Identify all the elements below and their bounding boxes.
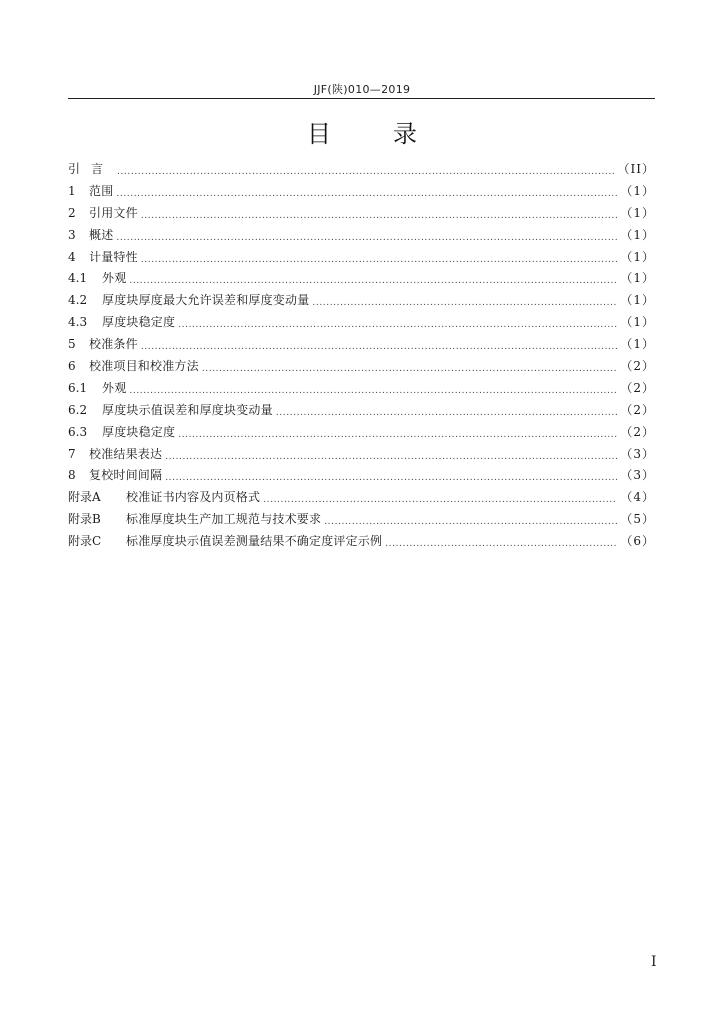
toc-entry[interactable] (68, 290, 655, 312)
dot-leader (385, 538, 617, 550)
header-rule (68, 98, 655, 99)
toc-entry-page: （2） (620, 359, 655, 374)
toc-entry-title: 引言 (68, 162, 115, 176)
toc-entry-title: 复校时间间隔 (89, 468, 163, 483)
dot-leader (276, 407, 618, 419)
toc-entry-number: 4.2 (68, 293, 88, 308)
toc-entry[interactable] (68, 334, 655, 356)
toc-entry-number: 2 (68, 205, 76, 220)
dot-leader (324, 516, 617, 528)
dot-leader (141, 254, 618, 266)
toc-entry-title: 范围 (89, 183, 114, 198)
toc-entry-number: 6.2 (68, 402, 88, 417)
toc-entry-number: 6.1 (68, 380, 88, 395)
toc-entry-title: 校准条件 (89, 337, 138, 352)
toc-entry[interactable] (68, 247, 655, 269)
toc-entry[interactable] (68, 159, 655, 181)
toc-entry-number: 附录B (68, 512, 101, 527)
toc-entry-title: 厚度块厚度最大允许误差和厚度变动量 (102, 293, 310, 308)
dot-leader (312, 297, 617, 309)
toc-entry-number: 4.1 (68, 271, 88, 286)
table-of-contents (68, 159, 655, 553)
toc-entry-title: 概述 (89, 227, 114, 242)
dot-leader (129, 275, 617, 287)
toc-entry-title: 标准厚度块示值误差测量结果不确定度评定示例 (126, 534, 383, 549)
toc-entry-title: 厚度块稳定度 (102, 315, 176, 330)
dot-leader (202, 363, 618, 375)
toc-entry-number: 6 (68, 359, 76, 374)
dot-leader (116, 188, 617, 200)
toc-entry[interactable] (68, 509, 655, 531)
toc-entry-number: 8 (68, 468, 76, 483)
toc-entry-title: 计量特性 (89, 249, 138, 264)
dot-leader (117, 166, 615, 178)
toc-entry-title: 外观 (102, 271, 127, 286)
page-title: 目录 (307, 120, 479, 148)
toc-entry-page: （6） (620, 534, 655, 549)
dot-leader (178, 319, 617, 331)
toc-entry-page: （1） (620, 183, 655, 198)
toc-entry-page: （3） (620, 446, 655, 461)
dot-leader (178, 429, 617, 441)
toc-entry-number: 4.3 (68, 315, 88, 330)
toc-entry-title: 厚度块稳定度 (102, 424, 176, 439)
toc-entry[interactable] (68, 465, 655, 487)
toc-entry-number: 附录A (68, 490, 101, 505)
dot-leader (165, 472, 617, 484)
dot-leader (116, 232, 617, 244)
dot-leader (141, 341, 618, 353)
toc-entry-page: （1） (620, 271, 655, 286)
toc-entry[interactable] (68, 400, 655, 422)
dot-leader (141, 210, 618, 222)
toc-entry-page: （1） (620, 337, 655, 352)
dot-leader (165, 451, 617, 463)
toc-entry-page: （1） (620, 293, 655, 308)
toc-entry[interactable] (68, 225, 655, 247)
dot-leader (129, 385, 617, 397)
toc-entry-number: 附录C (68, 534, 102, 549)
toc-entry-number: 6.3 (68, 424, 88, 439)
toc-entry-title: 校准结果表达 (89, 446, 163, 461)
toc-entry-page: （5） (620, 512, 655, 527)
toc-entry[interactable] (68, 487, 655, 509)
toc-entry-number: 3 (68, 227, 76, 242)
page-number: I (651, 954, 657, 970)
toc-entry-title: 校准项目和校准方法 (89, 359, 199, 374)
toc-entry[interactable] (68, 203, 655, 225)
toc-entry-page: （1） (620, 249, 655, 264)
toc-entry[interactable] (68, 444, 655, 466)
toc-entry-page: （1） (620, 227, 655, 242)
standard-code: JJF(陕)010—2019 (313, 83, 411, 96)
toc-entry-page: （1） (620, 315, 655, 330)
toc-entry-number: 4 (68, 249, 76, 264)
toc-entry-title: 校准证书内容及内页格式 (126, 490, 261, 505)
toc-entry-number: 7 (68, 446, 76, 461)
toc-entry[interactable] (68, 181, 655, 203)
toc-entry[interactable] (68, 422, 655, 444)
toc-entry[interactable] (68, 356, 655, 378)
toc-entry-title: 外观 (102, 380, 127, 395)
toc-entry[interactable] (68, 378, 655, 400)
toc-entry-page: （II） (617, 162, 655, 176)
toc-entry[interactable] (68, 531, 655, 553)
toc-entry[interactable] (68, 312, 655, 334)
toc-entry-title: 厚度块示值误差和厚度块变动量 (102, 402, 273, 417)
toc-entry-page: （1） (620, 205, 655, 220)
toc-entry-title: 标准厚度块生产加工规范与技术要求 (126, 512, 322, 527)
toc-entry-number: 5 (68, 337, 76, 352)
toc-entry-page: （2） (620, 380, 655, 395)
toc-entry-title: 引用文件 (89, 205, 138, 220)
dot-leader (263, 494, 617, 506)
toc-entry[interactable] (68, 268, 655, 290)
toc-entry-page: （2） (620, 424, 655, 439)
toc-entry-page: （4） (620, 490, 655, 505)
toc-entry-number: 1 (68, 183, 76, 198)
toc-entry-page: （2） (620, 402, 655, 417)
toc-entry-page: （3） (620, 468, 655, 483)
